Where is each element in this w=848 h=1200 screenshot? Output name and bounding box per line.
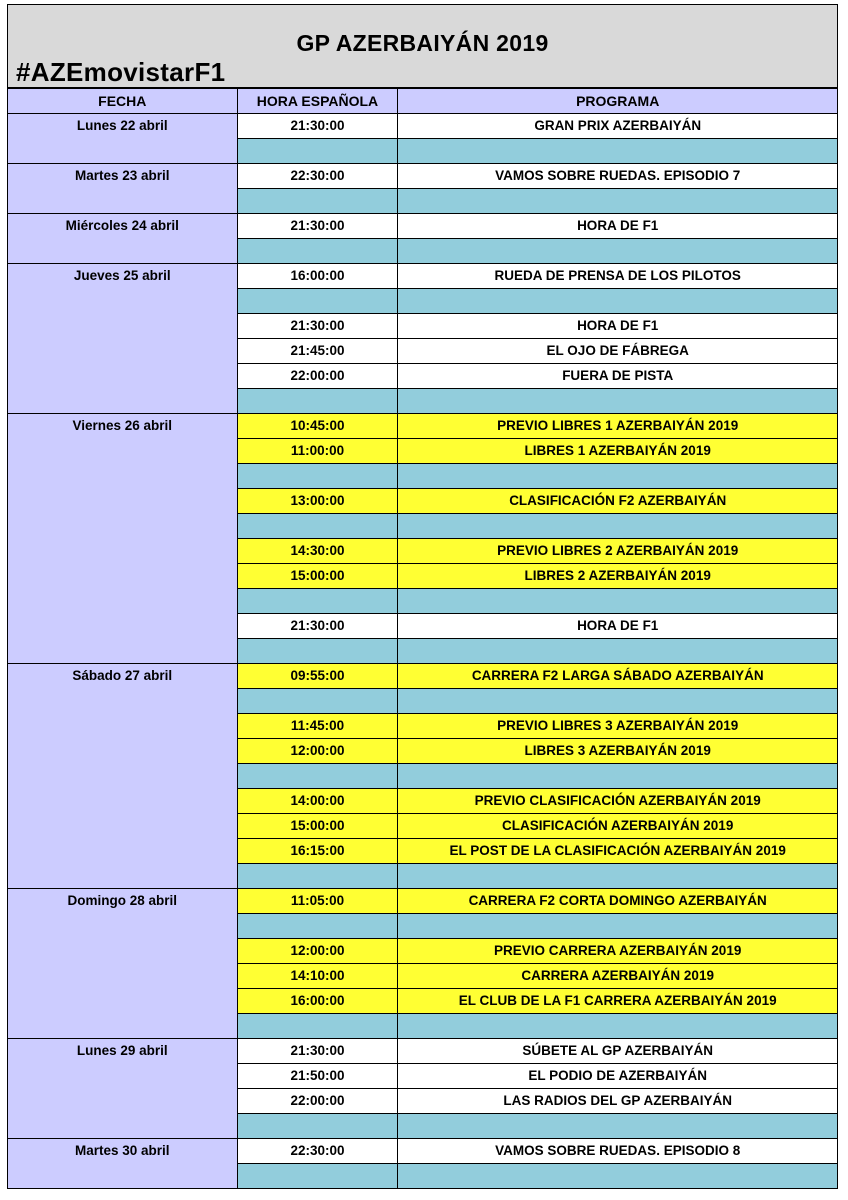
program-cell: FUERA DE PISTA (398, 364, 838, 389)
program-cell: PREVIO LIBRES 2 AZERBAIYÁN 2019 (398, 539, 838, 564)
schedule-table (7, 88, 838, 1189)
time-cell (237, 764, 398, 789)
program-row (8, 1139, 838, 1164)
program-cell: HORA DE F1 (398, 614, 838, 639)
program-cell (398, 639, 838, 664)
time-cell (237, 239, 398, 264)
program-row (8, 164, 838, 189)
program-cell: SÚBETE AL GP AZERBAIYÁN (398, 1039, 838, 1064)
program-cell: PREVIO CARRERA AZERBAIYÁN 2019 (398, 939, 838, 964)
time-cell: 11:45:00 (237, 714, 398, 739)
time-cell: 22:30:00 (237, 164, 398, 189)
time-cell: 12:00:00 (237, 739, 398, 764)
time-cell: 21:30:00 (237, 214, 398, 239)
program-cell (398, 289, 838, 314)
time-cell (237, 589, 398, 614)
program-cell (398, 764, 838, 789)
program-cell (398, 864, 838, 889)
date-cell: Miércoles 24 abril (8, 214, 238, 264)
column-header-fecha: FECHA (8, 89, 238, 114)
time-cell: 10:45:00 (237, 414, 398, 439)
time-cell: 11:00:00 (237, 439, 398, 464)
program-row (8, 264, 838, 289)
time-cell: 22:00:00 (237, 364, 398, 389)
date-cell: Lunes 22 abril (8, 114, 238, 164)
program-cell: PREVIO CLASIFICACIÓN AZERBAIYÁN 2019 (398, 789, 838, 814)
time-cell (237, 514, 398, 539)
program-cell: PREVIO LIBRES 1 AZERBAIYÁN 2019 (398, 414, 838, 439)
time-cell: 16:00:00 (237, 264, 398, 289)
title-header (7, 4, 838, 88)
schedule-body (8, 89, 838, 1189)
date-cell: Jueves 25 abril (8, 264, 238, 414)
program-cell: EL OJO DE FÁBREGA (398, 339, 838, 364)
time-cell: 21:50:00 (237, 1064, 398, 1089)
time-cell (237, 914, 398, 939)
time-cell (237, 864, 398, 889)
program-row (8, 1039, 838, 1064)
column-header-hora: HORA ESPAÑOLA (237, 89, 398, 114)
time-cell: 16:15:00 (237, 839, 398, 864)
time-cell: 14:00:00 (237, 789, 398, 814)
date-cell: Viernes 26 abril (8, 414, 238, 664)
program-cell: RUEDA DE PRENSA DE LOS PILOTOS (398, 264, 838, 289)
time-cell (237, 289, 398, 314)
time-cell: 15:00:00 (237, 814, 398, 839)
program-cell: HORA DE F1 (398, 314, 838, 339)
time-cell: 11:05:00 (237, 889, 398, 914)
program-cell (398, 464, 838, 489)
program-cell (398, 139, 838, 164)
program-cell (398, 514, 838, 539)
program-cell (398, 389, 838, 414)
time-cell (237, 1114, 398, 1139)
program-cell: EL PODIO DE AZERBAIYÁN (398, 1064, 838, 1089)
program-cell: CARRERA F2 LARGA SÁBADO AZERBAIYÁN (398, 664, 838, 689)
program-cell (398, 914, 838, 939)
program-cell: CLASIFICACIÓN F2 AZERBAIYÁN (398, 489, 838, 514)
program-cell (398, 189, 838, 214)
program-cell: CARRERA AZERBAIYÁN 2019 (398, 964, 838, 989)
page-title: GP AZERBAIYÁN 2019 (296, 30, 549, 56)
program-cell: EL POST DE LA CLASIFICACIÓN AZERBAIYÁN 2019 (398, 839, 838, 864)
program-cell: VAMOS SOBRE RUEDAS. EPISODIO 7 (398, 164, 838, 189)
hashtag-label: #AZEmovistarF1 (16, 57, 226, 87)
time-cell: 21:30:00 (237, 114, 398, 139)
program-cell (398, 239, 838, 264)
program-cell (398, 1014, 838, 1039)
program-cell: PREVIO LIBRES 3 AZERBAIYÁN 2019 (398, 714, 838, 739)
program-row (8, 414, 838, 439)
column-header-programa: PROGRAMA (398, 89, 838, 114)
date-cell: Domingo 28 abril (8, 889, 238, 1039)
time-cell: 15:00:00 (237, 564, 398, 589)
time-cell: 21:30:00 (237, 314, 398, 339)
program-cell: CARRERA F2 CORTA DOMINGO AZERBAIYÁN (398, 889, 838, 914)
time-cell: 22:30:00 (237, 1139, 398, 1164)
column-header-row (8, 89, 838, 114)
date-cell: Martes 23 abril (8, 164, 238, 214)
time-cell: 21:30:00 (237, 1039, 398, 1064)
time-cell: 21:45:00 (237, 339, 398, 364)
time-cell (237, 1014, 398, 1039)
program-cell: LIBRES 2 AZERBAIYÁN 2019 (398, 564, 838, 589)
time-cell (237, 389, 398, 414)
time-cell (237, 689, 398, 714)
program-cell: CLASIFICACIÓN AZERBAIYÁN 2019 (398, 814, 838, 839)
time-cell: 14:10:00 (237, 964, 398, 989)
program-cell: LAS RADIOS DEL GP AZERBAIYÁN (398, 1089, 838, 1114)
program-row (8, 214, 838, 239)
time-cell: 22:00:00 (237, 1089, 398, 1114)
time-cell (237, 1164, 398, 1189)
date-cell: Sábado 27 abril (8, 664, 238, 889)
time-cell (237, 189, 398, 214)
program-row (8, 114, 838, 139)
date-cell: Martes 30 abril (8, 1139, 238, 1189)
time-cell: 16:00:00 (237, 989, 398, 1014)
program-cell (398, 589, 838, 614)
time-cell: 14:30:00 (237, 539, 398, 564)
time-cell: 09:55:00 (237, 664, 398, 689)
program-cell: LIBRES 3 AZERBAIYÁN 2019 (398, 739, 838, 764)
program-cell: LIBRES 1 AZERBAIYÁN 2019 (398, 439, 838, 464)
time-cell: 13:00:00 (237, 489, 398, 514)
time-cell (237, 639, 398, 664)
program-cell: EL CLUB DE LA F1 CARRERA AZERBAIYÁN 2019 (398, 989, 838, 1014)
date-cell: Lunes 29 abril (8, 1039, 238, 1139)
schedule-sheet (7, 4, 838, 1194)
program-row (8, 664, 838, 689)
time-cell (237, 139, 398, 164)
program-cell: VAMOS SOBRE RUEDAS. EPISODIO 8 (398, 1139, 838, 1164)
time-cell: 12:00:00 (237, 939, 398, 964)
time-cell (237, 464, 398, 489)
program-row (8, 889, 838, 914)
program-cell: GRAN PRIX AZERBAIYÁN (398, 114, 838, 139)
program-cell: HORA DE F1 (398, 214, 838, 239)
time-cell: 21:30:00 (237, 614, 398, 639)
program-cell (398, 1164, 838, 1189)
program-cell (398, 1114, 838, 1139)
program-cell (398, 689, 838, 714)
